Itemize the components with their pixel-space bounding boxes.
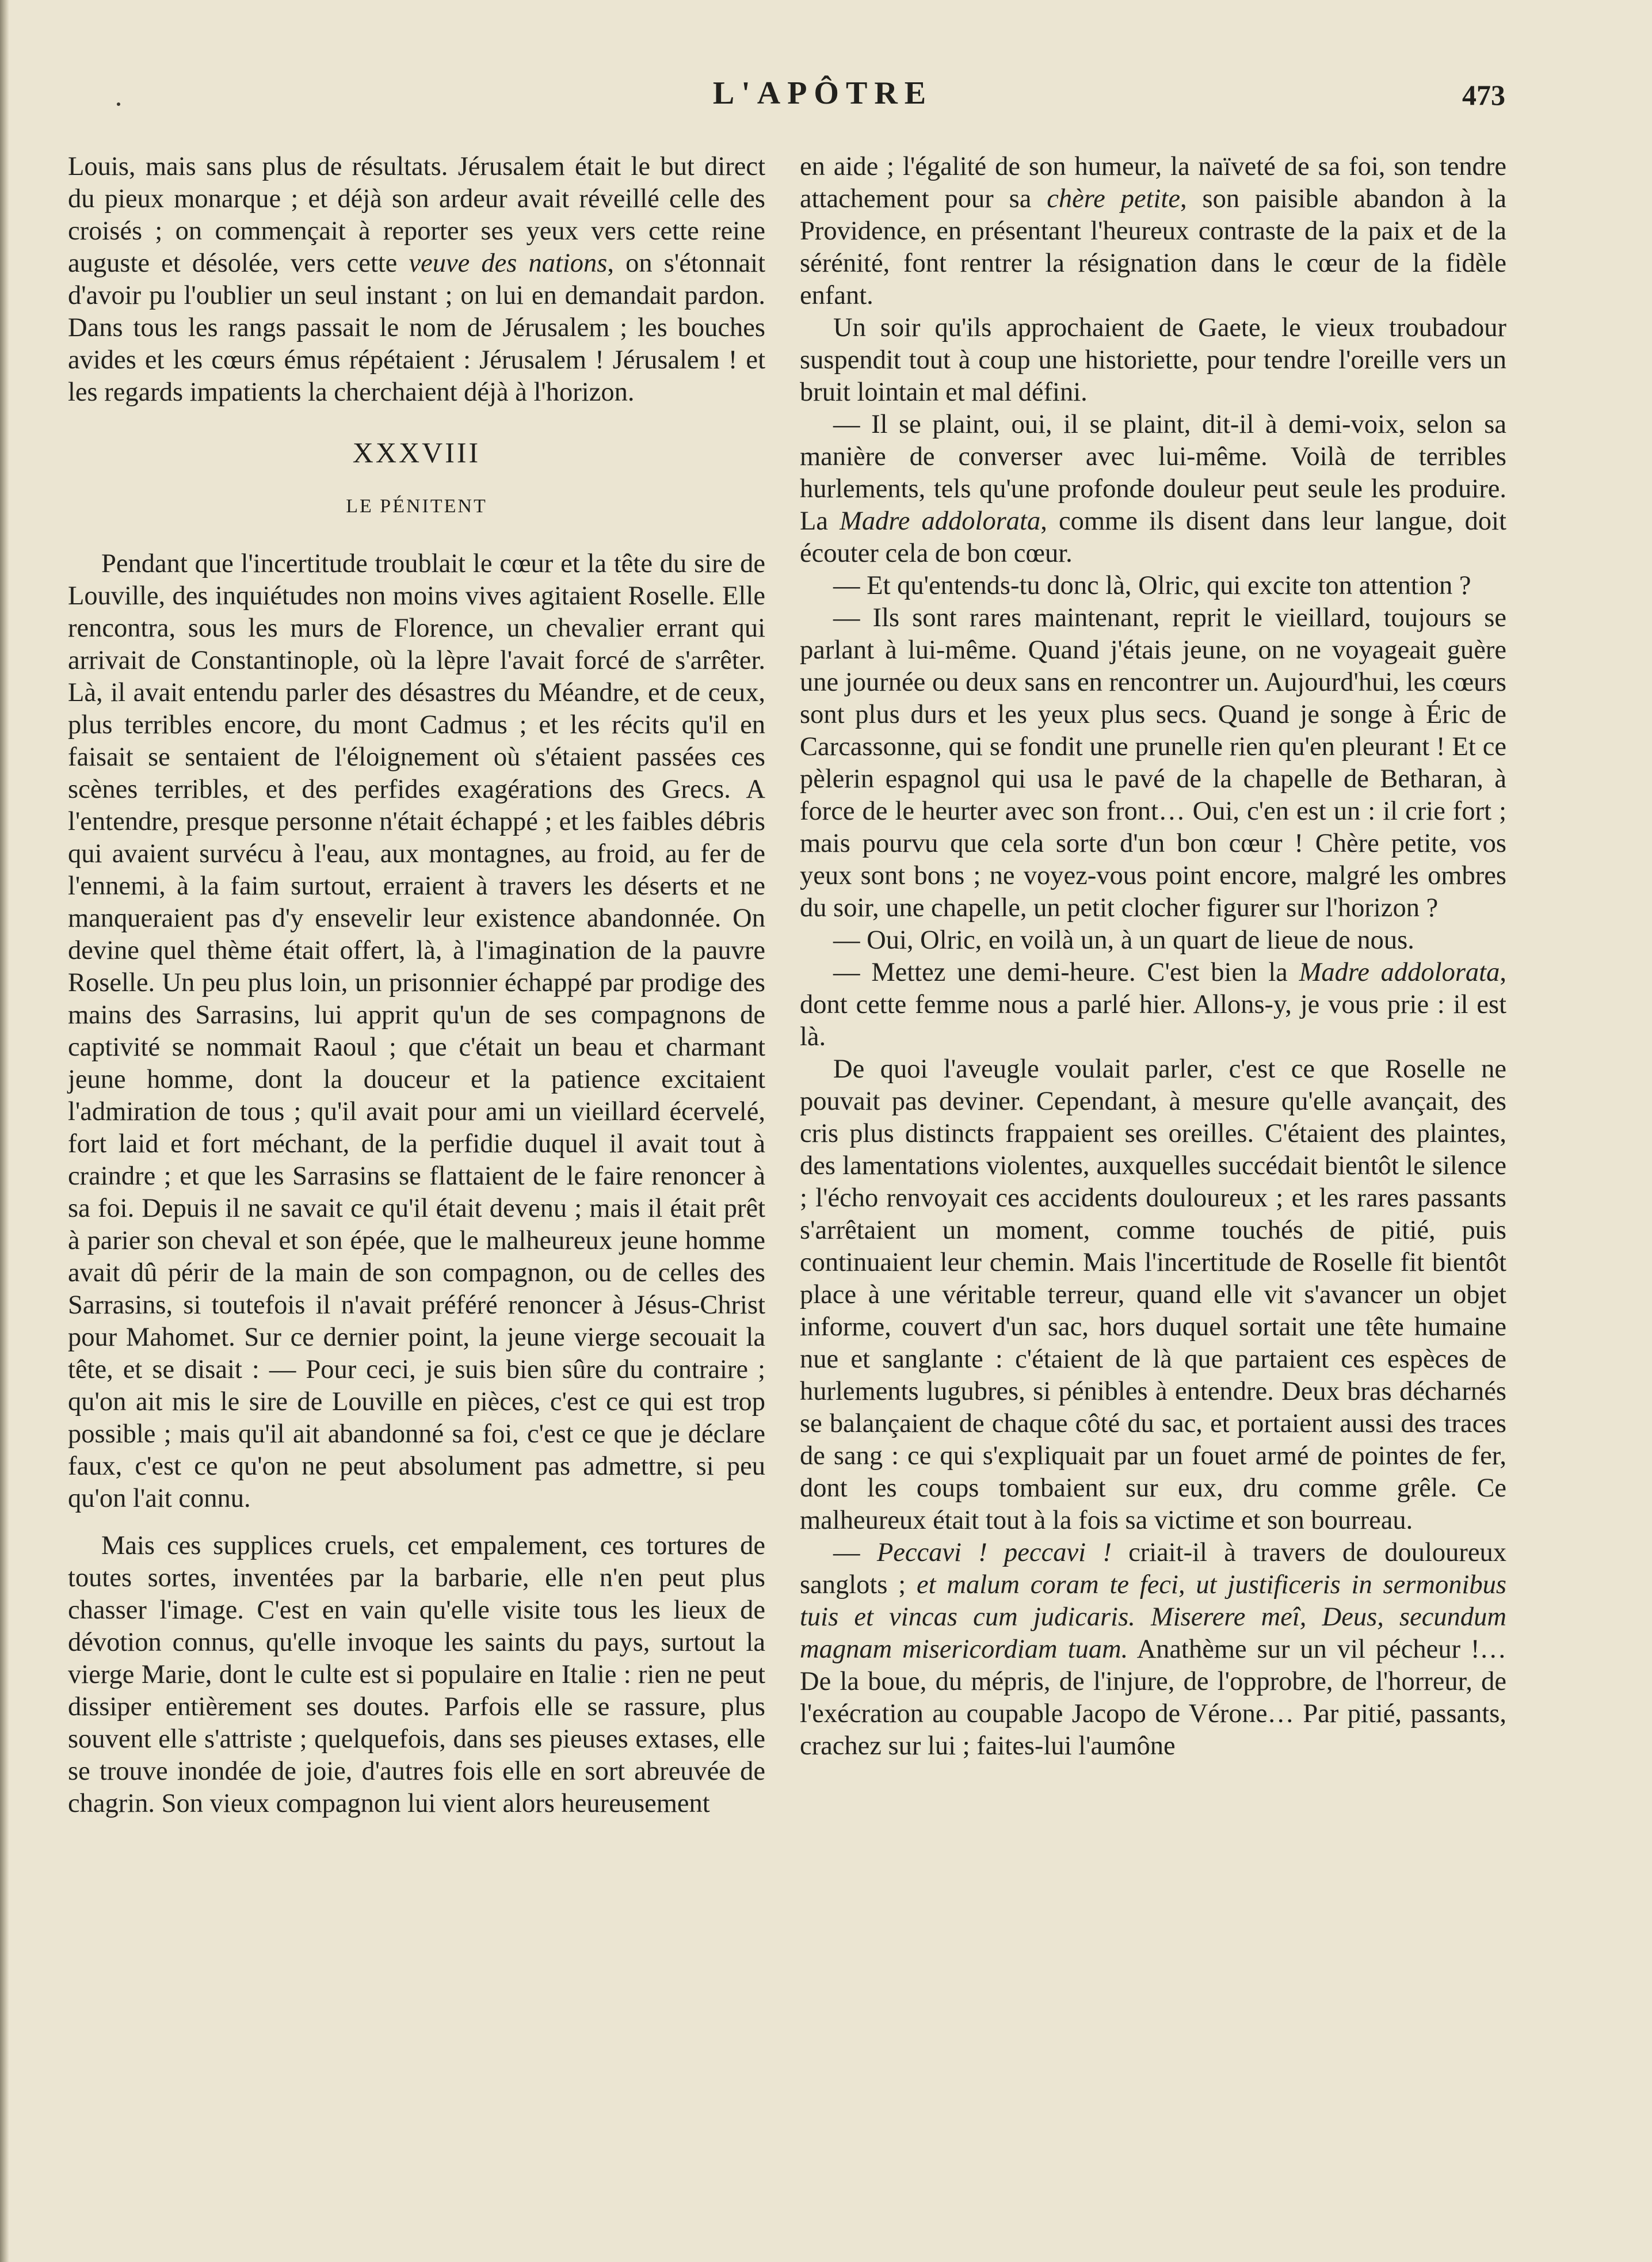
running-title: L'APÔTRE bbox=[712, 75, 933, 111]
paragraph: — Et qu'entends-tu donc là, Olric, qui excite ton attention ? bbox=[833, 571, 1471, 600]
right-column bbox=[800, 151, 1506, 1762]
page-number: 473 bbox=[1462, 79, 1505, 111]
chapter-number: XXXVIII bbox=[352, 436, 481, 469]
paragraph: Pendant que l'incertitude troublait le cœur et la tête du sire de Louville, des inquiétudes non moins vives agitaient Roselle. Elle rencontra, sous les murs de Florence, un chevalier errant qui arrivait de Constantinople, où la lèpre l'avait forcé de s'arrêter. Là, il avait entendu parler des désastres du Méandre, et de ceux, plus terribles encore, du mont Cadmus ; et les récits qu'il en faisait se sentaient de l'éloignement où s'étaient passées ces scènes terribles, et des perfides exagérations des Grecs. A l'entendre, presque personne n'était échappé ; et les faibles débris qui avaient survécu à l'eau, aux montagnes, au froid, au fer de l'ennemi, à la faim surtout, erraient à travers les déserts et ne manqueraient pas d'y ensevelir leur existence abandonnée. On devine quel thème était offert, là, à l'imagination de la pauvre Roselle. Un peu plus loin, un prisonnier échappé par prodige des mains des Sarrasins, lui apprit qu'un de ses compagnons de captivité se nommait Raoul ; que c'était un beau et charmant jeune homme, dont la douceur et la patience excitaient l'admiration de tous ; qu'il avait pour ami un vieillard écervelé, fort laid et fort méchant, de la perfidie duquel il avait tout à craindre ; et que les Sarrasins se flattaient de le faire renoncer à sa foi. Depuis il ne savait ce qu'il était devenu ; mais il était prêt à parier son cheval et son épée, que le malheureux jeune homme avait dû périr de la main de son compagnon, ou de celles des Sarrasins, si toutefois il n'avait préféré renoncer à Jésus-Christ pour Mahomet. Sur ce dernier point, la jeune vierge secouait la tête, et se disait : — Pour ceci, je suis bien sûre du contraire ; qu'on ait mis le sire de Louville en pièces, c'est ce qui est trop possible ; mais qu'il ait abandonné sa foi, c'est ce que je déclare faux, c'est ce qu'on ne peut absolument pas admettre, si peu qu'on l'ait connu. bbox=[68, 549, 765, 1513]
paragraph: — Oui, Olric, en voilà un, à un quart de lieue de nous. bbox=[833, 926, 1414, 955]
paragraph: — Il se plaint, oui, il se plaint, dit-il à demi-voix, selon sa manière de converser avec lui-même. Voilà de terribles hurlements, tels qu'une profonde douleur peut seule les produire. La Madre addolorata, comme ils disent dans leur langue, doit écouter cela de bon cœur. bbox=[800, 410, 1507, 568]
paragraph: — Mettez une demi-heure. C'est bien la Madre addolorata, dont cette femme nous a parlé hier. Allons-y, je vous prie : il est là. bbox=[800, 958, 1506, 1052]
page-binding-shadow bbox=[0, 0, 9, 2262]
paragraph: Un soir qu'ils approchaient de Gaete, le vieux troubadour suspendit tout à coup une historiette, pour tendre l'oreille vers un bruit lointain et mal défini. bbox=[800, 313, 1506, 407]
chapter-title: LE PÉNITENT bbox=[346, 496, 487, 517]
paragraph-continued: Louis, mais sans plus de résultats. Jérusalem était le but direct du pieux monarque ; et déjà son ardeur avait réveillé celle des croisés ; on commençait à reporter ses yeux vers cette reine auguste et désolée, vers cette veuve des nations, on s'étonnait d'avoir pu l'oublier un seul instant ; on lui en demandait pardon. Dans tous les rangs passait le nom de Jérusalem ; les bouches avides et les cœurs émus répétaient : Jérusalem ! Jérusalem ! et les regards impatients la cherchaient déjà à l'horizon. bbox=[68, 152, 765, 407]
paragraph: De quoi l'aveugle voulait parler, c'est ce que Roselle ne pouvait pas deviner. Cependant, à mesure qu'elle avançait, des cris plus distincts frappaient ses oreilles. C'étaient des plaintes, des lamentations violentes, auxquelles succédait bientôt le silence ; l'écho renvoyait ces accidents douloureux ; et les rares passants s'arrêtaient un moment, comme touchés de pitié, puis continuaient leur chemin. Mais l'incertitude de Roselle fit bientôt place à une véritable terreur, quand elle vit s'avancer un objet informe, couvert d'un sac, hors duquel sortait une tête humaine nue et sanglante : c'étaient de là que partaient ces espèces de hurlements lugubres, si pénibles à entendre. Deux bras décharnés se balançaient de chaque côté du sac, et portaient aussi des traces de sang : ce qui s'expliquait par un fouet armé de pointes de fer, dont les coups tombaient sur eux, dru comme grêle. Ce malheureux était tout à la fois sa victime et son bourreau. bbox=[800, 1054, 1506, 1535]
paragraph-continued: en aide ; l'égalité de son humeur, la naïveté de sa foi, son tendre attachement pour sa chère petite, son paisible abandon à la Providence, en présentant l'heureux contraste de la paix et de la sérénité, font rentrer la résignation dans le cœur de la fidèle enfant. bbox=[800, 152, 1507, 310]
left-column bbox=[68, 151, 765, 1820]
header-dot bbox=[117, 102, 120, 106]
paragraph: Mais ces supplices cruels, cet empalement, ces tortures de toutes sortes, inventées par la barbarie, elle n'en peut plus chasser l'image. C'est en vain qu'elle visite tous les lieux de dévotion connus, qu'elle invoque les saints du pays, surtout la vierge Marie, dont le culte est si populaire en Italie : rien ne peut dissiper entièrement ses doutes. Parfois elle se rassure, plus souvent elle s'attriste ; quelquefois, dans ses pieuses extases, elle se trouve inondée de joie, d'autres fois elle en sort abreuvée de chagrin. Son vieux compagnon lui vient alors heureusement bbox=[68, 1531, 765, 1818]
paragraph: — Ils sont rares maintenant, reprit le vieillard, toujours se parlant à lui-même. Quand j'étais jeune, on ne voyageait guère une journée ou deux sans en rencontrer un. Aujourd'hui, les cœurs sont plus durs et les yeux plus secs. Quand je songe à Éric de Carcassonne, qui se fondit une prunelle rien qu'en pleurant ! Et ce pèlerin espagnol qui usa le pavé de la chapelle de Betharan, à force de le heurter avec son front… Oui, c'en est un : il crie fort ; mais pourvu que cela sorte d'un bon cœur ! Chère petite, vos yeux sont bons ; ne voyez-vous point encore, malgré les ombres du soir, une chapelle, un petit clocher figurer sur l'horizon ? bbox=[800, 603, 1506, 923]
paragraph: — Peccavi ! peccavi ! criait-il à travers de douloureux sanglots ; et malum coram te feci, ut justificeris in sermonibus tuis et vincas cum judicaris. Miserere meî, Deus, secundum magnam misericordiam tuam. Anathème sur un vil pécheur !… De la boue, du mépris, de l'injure, de l'opprobre, de l'horreur, de l'exécration au coupable Jacopo de Vérone… Par pitié, passants, crachez sur lui ; faites-lui l'aumône bbox=[800, 1538, 1507, 1761]
